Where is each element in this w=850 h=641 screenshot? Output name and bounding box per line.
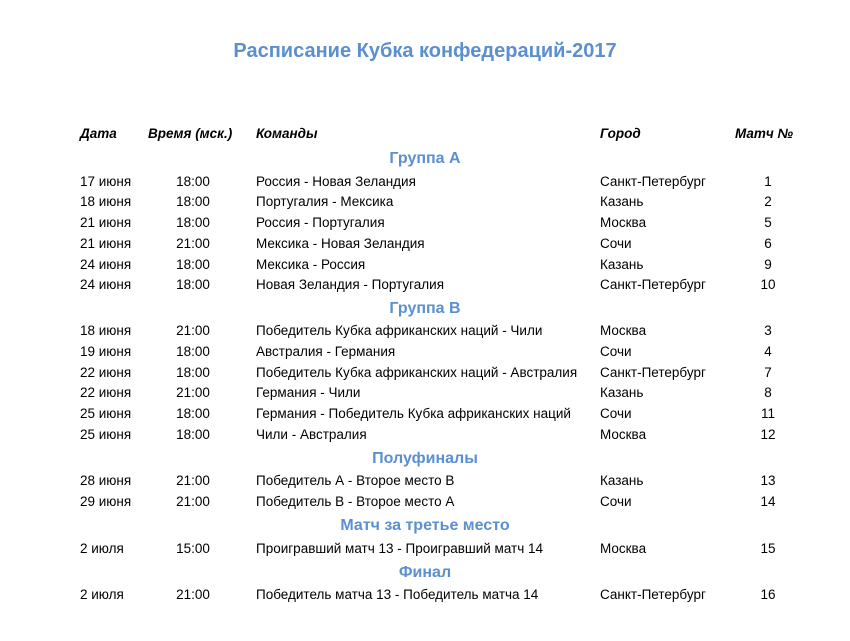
match-city: Сочи	[600, 494, 632, 509]
match-date: 22 июня	[80, 365, 132, 380]
match-teams: Португалия - Мексика	[256, 194, 394, 209]
match-time: 15:00	[176, 541, 210, 556]
match-teams: Мексика - Новая Зеландия	[256, 236, 425, 251]
match-time: 21:00	[176, 323, 210, 338]
match-time: 18:00	[176, 174, 210, 189]
match-number: 13	[760, 473, 776, 488]
table-row	[0, 491, 850, 512]
match-number: 7	[764, 365, 772, 380]
match-date: 28 июня	[80, 473, 132, 488]
table-row	[0, 191, 850, 212]
match-teams: Победитель А - Второе место В	[256, 473, 455, 488]
table-row	[0, 171, 850, 192]
match-city: Москва	[600, 323, 647, 338]
match-time: 21:00	[176, 236, 210, 251]
match-time: 18:00	[176, 427, 210, 442]
section-title-semifinals: Полуфиналы	[372, 450, 478, 467]
match-number: 4	[764, 344, 772, 359]
match-time: 21:00	[176, 385, 210, 400]
match-time: 18:00	[176, 365, 210, 380]
match-teams: Чили - Австралия	[256, 427, 367, 442]
match-number: 14	[760, 494, 776, 509]
match-time: 18:00	[176, 277, 210, 292]
match-time: 21:00	[176, 473, 210, 488]
table-row	[0, 424, 850, 445]
table-row	[0, 233, 850, 254]
table-row	[0, 362, 850, 383]
match-city: Сочи	[600, 406, 632, 421]
table-row	[0, 254, 850, 275]
match-number: 8	[764, 385, 772, 400]
match-date: 25 июня	[80, 427, 132, 442]
match-time: 18:00	[176, 215, 210, 230]
match-city: Санкт-Петербург	[600, 587, 706, 602]
match-number: 16	[760, 587, 776, 602]
match-number: 12	[760, 427, 776, 442]
table-row	[0, 584, 850, 605]
match-city: Москва	[600, 427, 647, 442]
match-time: 18:00	[176, 406, 210, 421]
match-city: Сочи	[600, 236, 632, 251]
match-time: 18:00	[176, 194, 210, 209]
match-date: 22 июня	[80, 385, 132, 400]
match-city: Москва	[600, 541, 647, 556]
match-date: 24 июня	[80, 277, 132, 292]
match-date: 29 июня	[80, 494, 132, 509]
table-row	[0, 274, 850, 295]
match-number: 11	[760, 406, 775, 421]
match-teams: Мексика - Россия	[256, 257, 366, 272]
section-title-group-a: Группа А	[389, 150, 461, 167]
match-number: 9	[764, 257, 772, 272]
match-teams: Новая Зеландия - Португалия	[256, 277, 444, 292]
table-row	[0, 403, 850, 424]
table-row	[0, 538, 850, 559]
table-row	[0, 320, 850, 341]
section-title-group-b: Группа В	[389, 300, 461, 317]
match-city: Санкт-Петербург	[600, 174, 706, 189]
match-date: 24 июня	[80, 257, 132, 272]
header-match-number: Матч №	[735, 126, 794, 141]
match-number: 1	[764, 174, 772, 189]
table-row	[0, 212, 850, 233]
header-time: Время (мск.)	[148, 126, 233, 141]
match-time: 18:00	[176, 257, 210, 272]
section-title-third-place: Матч за третье место	[340, 517, 510, 534]
match-teams: Победитель Кубка африканских наций - Австралия	[256, 365, 578, 380]
header-city: Город	[600, 126, 641, 141]
match-city: Казань	[600, 194, 644, 209]
match-time: 21:00	[176, 587, 210, 602]
match-date: 18 июня	[80, 323, 132, 338]
match-date: 2 июля	[80, 587, 124, 602]
match-city: Казань	[600, 385, 644, 400]
match-teams: Австралия - Германия	[256, 344, 396, 359]
match-number: 2	[764, 194, 772, 209]
header-teams: Команды	[256, 126, 318, 141]
match-date: 19 июня	[80, 344, 132, 359]
match-number: 10	[760, 277, 776, 292]
match-time: 18:00	[176, 344, 210, 359]
match-date: 21 июня	[80, 236, 132, 251]
match-teams: Россия - Новая Зеландия	[256, 174, 416, 189]
match-date: 25 июня	[80, 406, 132, 421]
table-row	[0, 382, 850, 403]
match-city: Москва	[600, 215, 647, 230]
page-title: Расписание Кубка конфедераций-2017	[233, 40, 617, 62]
match-number: 5	[764, 215, 772, 230]
table-row	[0, 341, 850, 362]
match-city: Сочи	[600, 344, 632, 359]
table-header	[0, 123, 850, 144]
match-date: 18 июня	[80, 194, 132, 209]
match-teams: Германия - Чили	[256, 385, 361, 400]
header-date: Дата	[80, 126, 117, 141]
match-teams: Победитель В - Второе место А	[256, 494, 455, 509]
match-date: 2 июля	[80, 541, 124, 556]
table-row	[0, 470, 850, 491]
match-teams: Россия - Португалия	[256, 215, 385, 230]
match-city: Санкт-Петербург	[600, 277, 706, 292]
match-number: 6	[764, 236, 772, 251]
match-date: 17 июня	[80, 174, 132, 189]
match-teams: Германия - Победитель Кубка африканских наций	[256, 406, 571, 421]
match-time: 21:00	[176, 494, 210, 509]
match-teams: Победитель матча 13 - Победитель матча 14	[256, 587, 539, 602]
match-teams: Проигравший матч 13 - Проигравший матч 14	[256, 541, 544, 556]
match-city: Казань	[600, 473, 644, 488]
match-teams: Победитель Кубка африканских наций - Чили	[256, 323, 543, 338]
section-title-final: Финал	[398, 564, 452, 581]
match-city: Санкт-Петербург	[600, 365, 706, 380]
match-city: Казань	[600, 257, 644, 272]
match-number: 3	[764, 323, 772, 338]
match-number: 15	[760, 541, 776, 556]
match-date: 21 июня	[80, 215, 132, 230]
